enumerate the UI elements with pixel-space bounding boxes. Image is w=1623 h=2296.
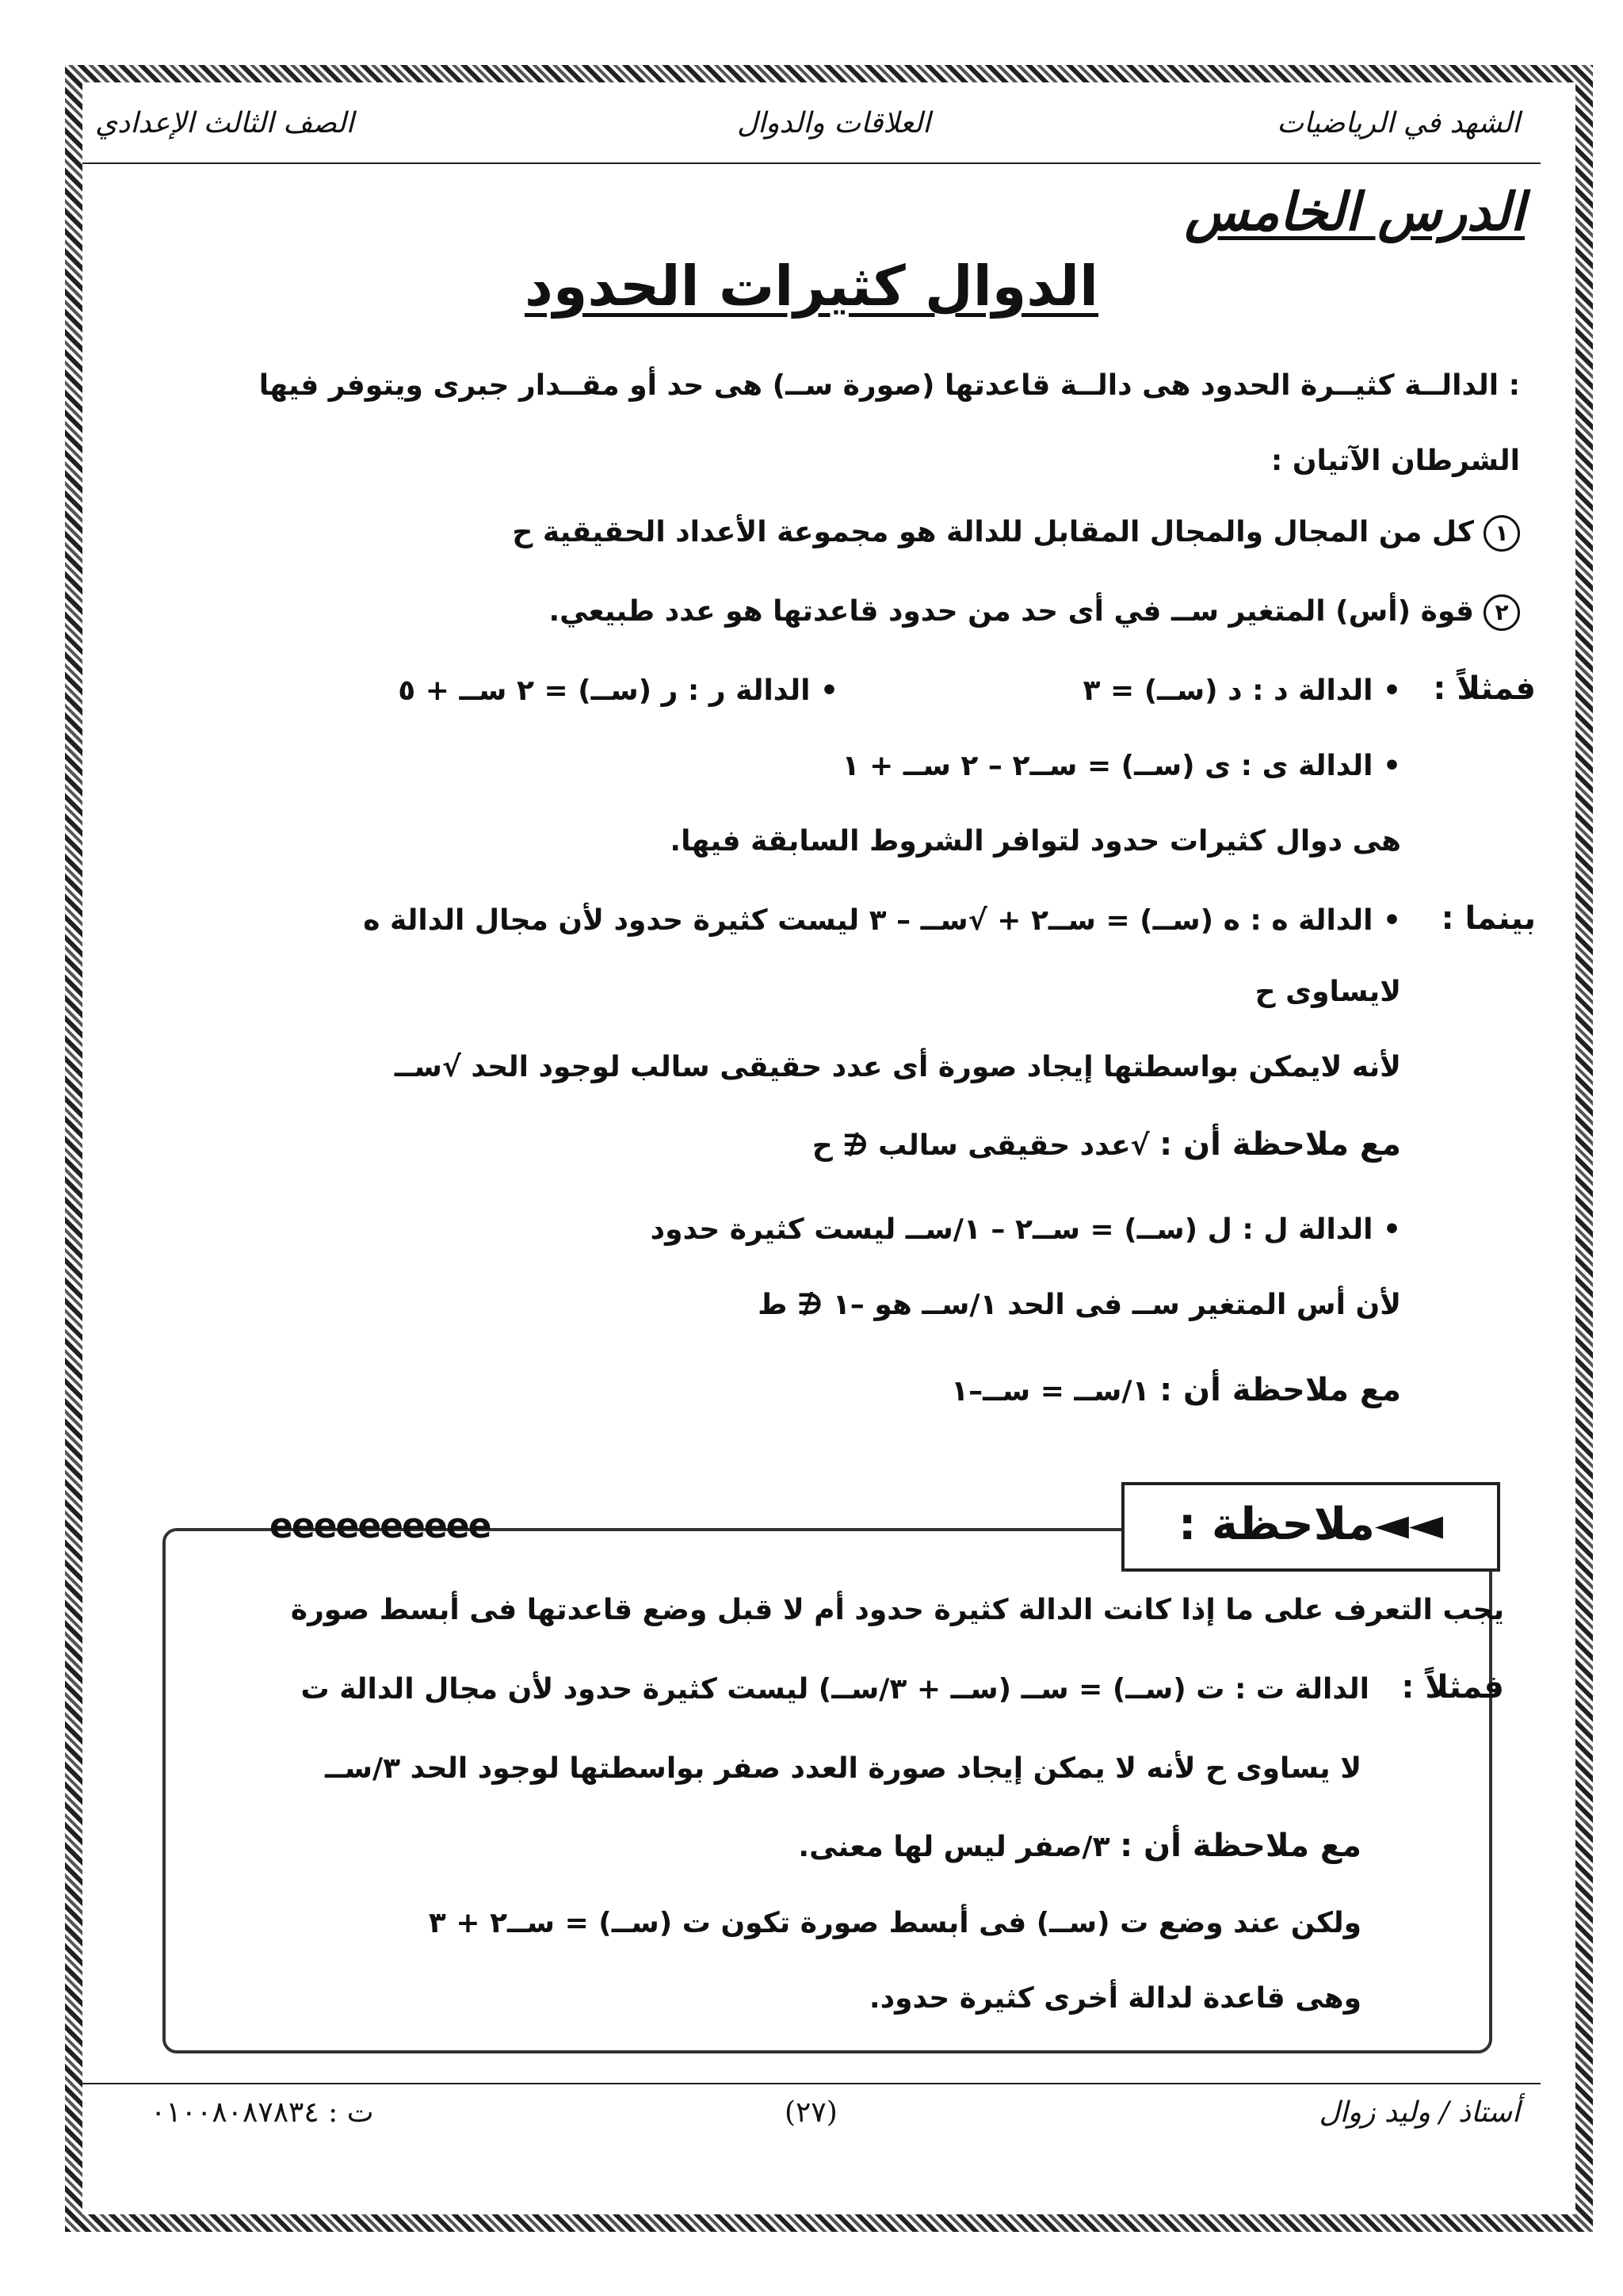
header-subject: الشهد في الرياضيات <box>1277 107 1520 139</box>
note-line-4-wrap <box>798 1827 1361 1865</box>
note-decoration: ееееееееее <box>269 1506 491 1546</box>
note-line-1: يجب التعرف على ما إذا كانت الدالة كثيرة حدود أم لا قبل وضع قاعدتها فى أبسط صورة <box>290 1594 1504 1626</box>
header-grade: الصف الثالث الإعدادي <box>95 107 354 139</box>
whereas-label: بينما : <box>1441 900 1536 937</box>
page-number: (٢٧) <box>785 2096 838 2129</box>
condition-number: ٢ <box>1484 594 1520 631</box>
page-title: الدوال كثيرات الحدود <box>524 254 1099 319</box>
note-heading: ◄◄ملاحظة : <box>1121 1482 1500 1572</box>
condition-1 <box>512 515 1520 552</box>
definition-line-2: الشرطان الآتيان : <box>1270 445 1520 477</box>
note-text: ١/ســ = ســ–١ <box>951 1375 1150 1408</box>
condition-text: قوة (أس) المتغير ســ في أى حد من حدود قاعدتها هو عدد طبيعي. <box>548 595 1474 628</box>
header-rule <box>82 162 1541 164</box>
note-line-2: الدالة ت : ت (ســ) = ســ (ســ + ٣/ســ) ليست كثيرة حدود لأن مجال الدالة ت <box>300 1673 1369 1706</box>
footer-rule <box>82 2083 1541 2084</box>
note-line-5: ولكن عند وضع ت (ســ) فى أبسط صورة تكون ت (ســ) = ســ٢ + ٣ <box>428 1907 1361 1939</box>
lesson-label: الدرس الخامس <box>1184 181 1525 243</box>
note-label: مع ملاحظة أن : <box>1120 1828 1361 1864</box>
whereas-note-1 <box>812 1125 1401 1163</box>
whereas-line-4: • الدالة ل : ل (ســ) = ســ٢ – ١/ســ ليست كثيرة حدود <box>650 1213 1401 1246</box>
condition-text: كل من المجال والمجال المقابل للدالة هو مجموعة الأعداد الحقيقية ح <box>512 516 1474 548</box>
condition-2 <box>548 594 1520 631</box>
example-1: • الدالة د : د (ســ) = ٣ <box>1083 674 1401 707</box>
note-text: √عدد حقيقى سالب ∉ ح <box>812 1129 1150 1162</box>
footer-author: أستاذ / وليد زوال <box>1319 2096 1520 2129</box>
example-3: • الدالة ى : ى (ســ) = ســ٢ – ٢ ســ + ١ <box>842 750 1401 782</box>
note-line-4: ٣/صفر ليس لها معنى. <box>798 1831 1110 1863</box>
whereas-line-2: لايساوى ح <box>1254 976 1401 1008</box>
whereas-line-5: لأن أس المتغير ســ فى الحد ١/ســ هو –١ ∉ ط <box>758 1289 1401 1321</box>
note-line-6: وهى قاعدة لدالة أخرى كثيرة حدود. <box>869 1982 1361 2015</box>
note-example-label: فمثلاً : <box>1401 1669 1504 1706</box>
whereas-line-1: • الدالة ه : ه (ســ) = ســ٢ + √ســ – ٣ ليست كثيرة حدود لأن مجال الدالة ه <box>363 904 1401 937</box>
note-label: مع ملاحظة أن : <box>1159 1372 1401 1408</box>
example-2: • الدالة ر : ر (ســ) = ٢ ســ + ٥ <box>398 674 838 707</box>
header-topic: العلاقات والدوال <box>737 107 931 139</box>
whereas-note-2 <box>951 1371 1401 1409</box>
footer-phone: ت : ٠١٠٠٨٠٨٧٨٣٤ <box>151 2096 374 2129</box>
note-label: مع ملاحظة أن : <box>1159 1126 1401 1163</box>
examples-conclusion: هى دوال كثيرات حدود لتوافر الشروط السابقة فيها. <box>670 825 1401 858</box>
definition-line-1: : الدالــة كثيــرة الحدود هى دالــة قاعدتها (صورة ســ) هى حد أو مقــدار جبرى ويتوفر فيها <box>258 369 1520 402</box>
whereas-line-3: لأنه لايمكن بواسطتها إيجاد صورة أى عدد حقيقى سالب لوجود الحد √ســ <box>394 1051 1401 1083</box>
examples-label: فمثلاً : <box>1433 670 1536 707</box>
note-line-3: لا يساوى ح لأنه لا يمكن إيجاد صورة العدد صفر بواسطتها لوجود الحد ٣/ســ <box>324 1752 1361 1785</box>
condition-number: ١ <box>1484 515 1520 552</box>
